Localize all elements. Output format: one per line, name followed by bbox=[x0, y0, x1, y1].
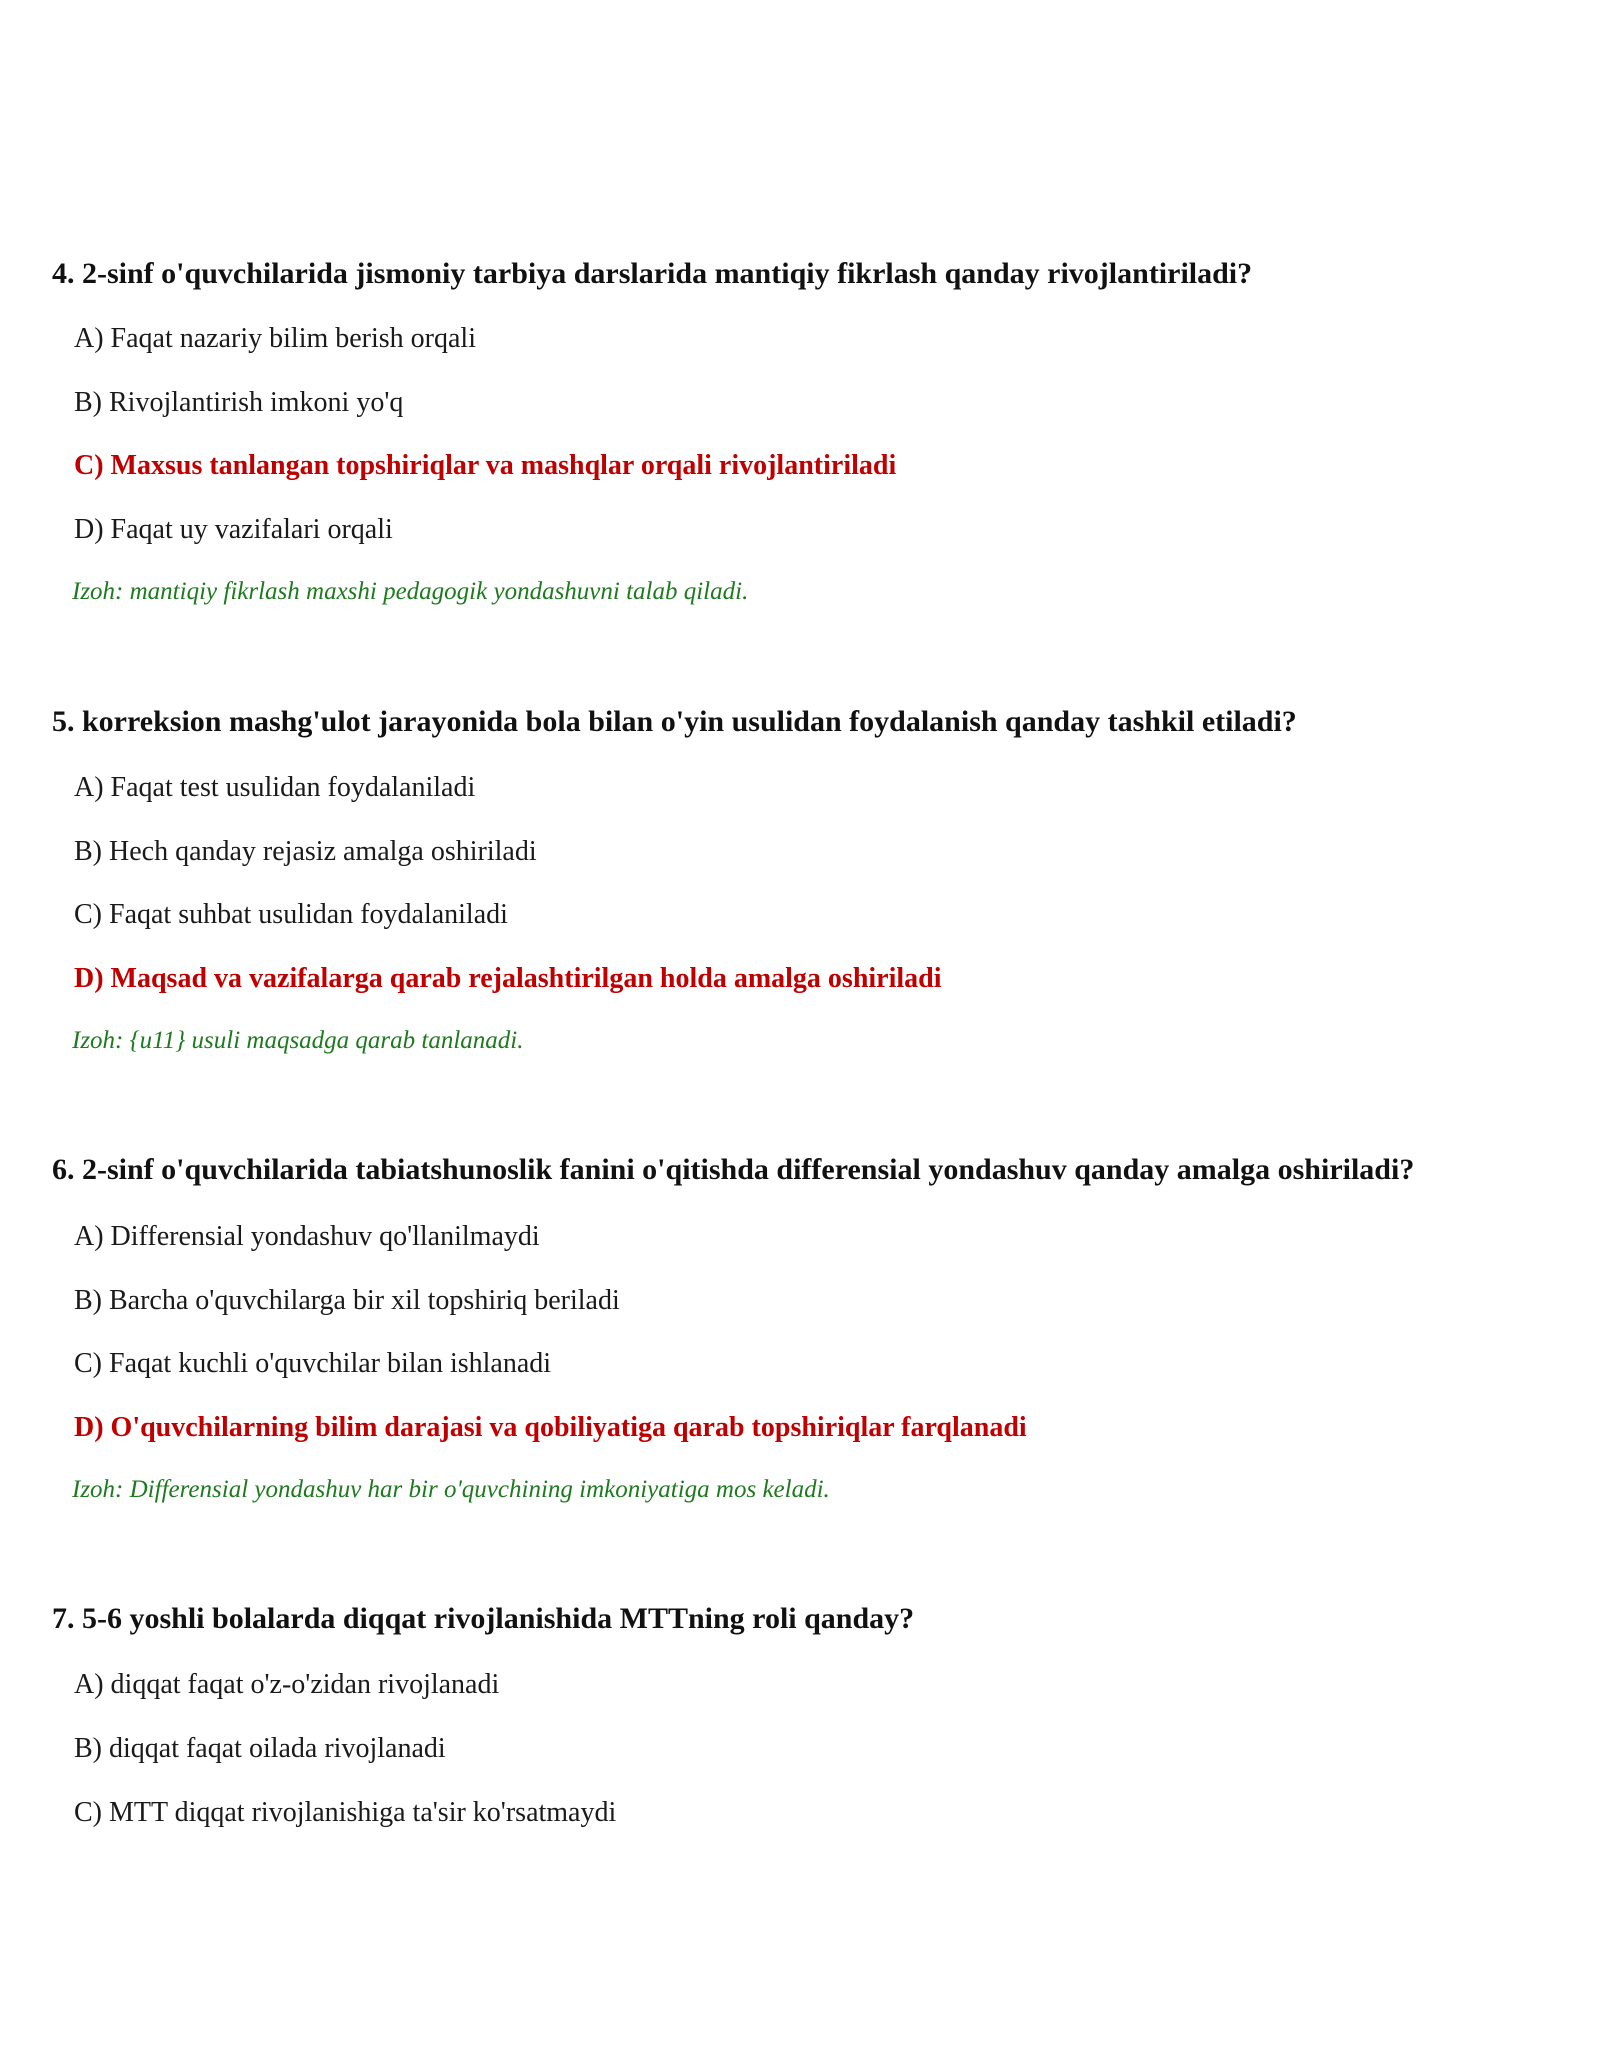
question-note: Izoh: Differensial yondashuv har bir o'quvchining imkoniyatiga mos keladi. bbox=[72, 1476, 830, 1503]
option-d-correct: D) Maqsad va vazifalarga qarab rejalashtirilgan holda amalga oshiriladi bbox=[74, 963, 942, 994]
option-b: B) Rivojlantirish imkoni yo'q bbox=[74, 387, 404, 418]
option-c-correct: C) Maxsus tanlangan topshiriqlar va mashqlar orqali rivojlantiriladi bbox=[74, 450, 897, 481]
question-title: 5. korreksion mashg'ulot jarayonida bola bilan o'yin usulidan foydalanish qanday tashkil etiladi? bbox=[52, 705, 1297, 738]
question-title: 7. 5-6 yoshli bolalarda diqqat rivojlanishida MTTning roli qanday? bbox=[52, 1602, 915, 1635]
option-b: B) diqqat faqat oilada rivojlanadi bbox=[74, 1733, 446, 1764]
option-d: D) Faqat uy vazifalari orqali bbox=[74, 514, 393, 545]
option-c: C) MTT diqqat rivojlanishiga ta'sir ko'rsatmaydi bbox=[74, 1797, 617, 1828]
option-b: B) Barcha o'quvchilarga bir xil topshiriq beriladi bbox=[74, 1285, 620, 1316]
option-c: C) Faqat suhbat usulidan foydalaniladi bbox=[74, 899, 508, 930]
option-a: A) Differensial yondashuv qo'llanilmaydi bbox=[74, 1221, 540, 1252]
question-note: Izoh: mantiqiy fikrlash maxshi pedagogik yondashuvni talab qiladi. bbox=[72, 578, 749, 605]
question-note: Izoh: {u11} usuli maqsadga qarab tanlanadi. bbox=[72, 1027, 524, 1054]
option-a: A) Faqat test usulidan foydalaniladi bbox=[74, 772, 476, 803]
option-a: A) Faqat nazariy bilim berish orqali bbox=[74, 323, 476, 354]
option-c: C) Faqat kuchli o'quvchilar bilan ishlanadi bbox=[74, 1348, 552, 1379]
option-d-correct: D) O'quvchilarning bilim darajasi va qobiliyatiga qarab topshiriqlar farqlanadi bbox=[74, 1412, 1027, 1443]
option-a: A) diqqat faqat o'z-o'zidan rivojlanadi bbox=[74, 1669, 500, 1700]
question-title: 6. 2-sinf o'quvchilarida tabiatshunoslik fanini o'qitishda differensial yondashuv qanday amalga oshiriladi? bbox=[52, 1153, 1415, 1186]
question-title: 4. 2-sinf o'quvchilarida jismoniy tarbiya darslarida mantiqiy fikrlash qanday rivojlantiriladi? bbox=[52, 257, 1253, 290]
option-b: B) Hech qanday rejasiz amalga oshiriladi bbox=[74, 836, 537, 867]
